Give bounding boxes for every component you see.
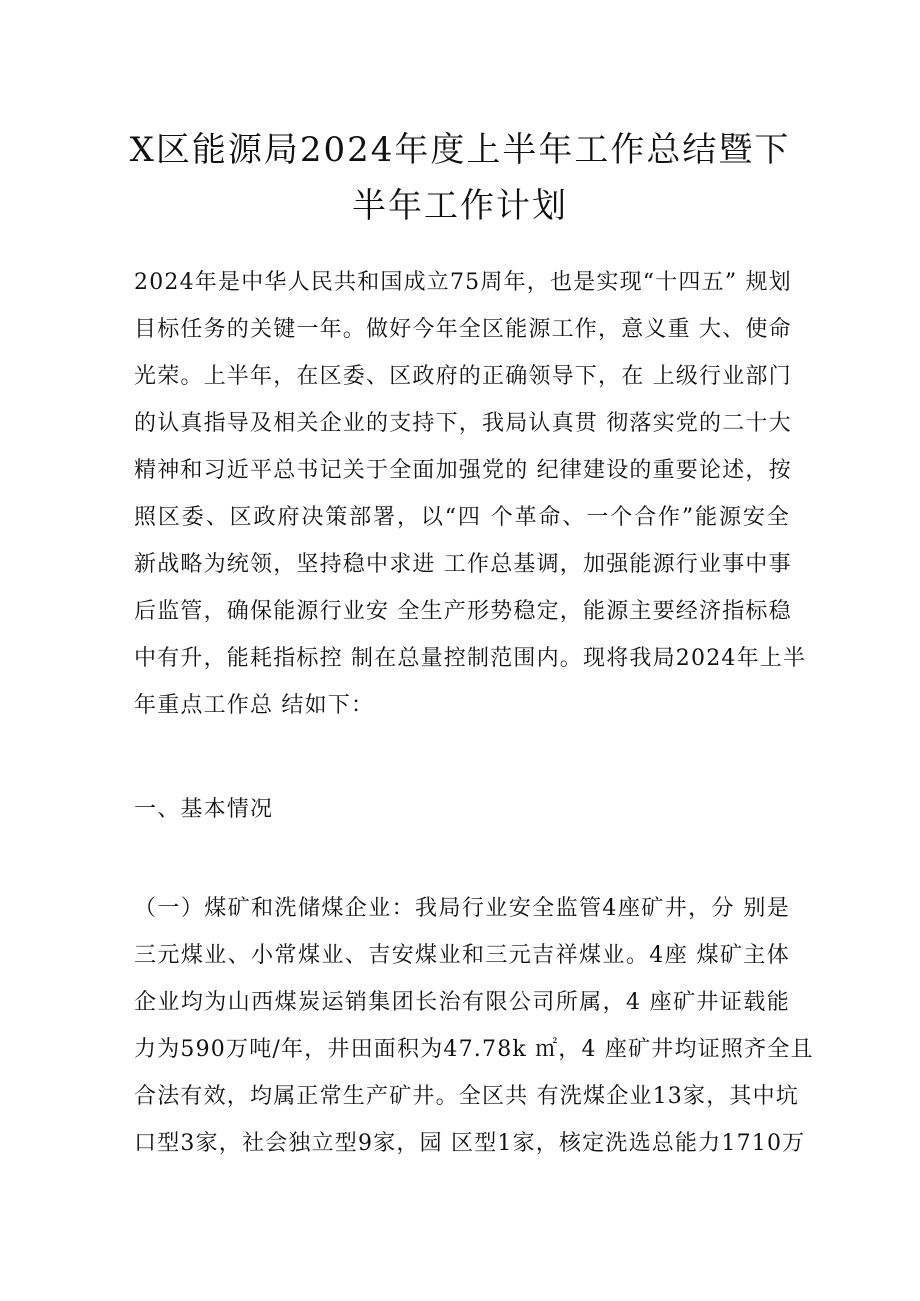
section-1-line: 三元煤业、小常煤业、吉安煤业和三元吉祥煤业。4座 煤矿主体	[134, 943, 790, 968]
section-1-line: 力为590万吨/年，井田面积为47.78k ㎡，4 座矿井均证照齐全且	[134, 1037, 814, 1062]
intro-line: 照区委、区政府决策部署，以“四 个革命、一个合作”能源安全	[134, 505, 790, 530]
section-1-line: 合法有效，均属正常生产矿井。全区共 有洗煤企业13家，其中坑	[134, 1084, 799, 1109]
document-title-line-2: 半年工作计划	[352, 186, 568, 226]
section-1-line: 口型3家，社会独立型9家，园 区型1家，核定洗选总能力1710万	[134, 1131, 806, 1156]
intro-line: 年重点工作总 结如下：	[134, 693, 375, 718]
intro-line: 新战略为统领，坚持稳中求进 工作总基调，加强能源行业事中事	[134, 552, 792, 577]
document-title-line-1: X区能源局2024年度上半年工作总结暨下	[129, 130, 791, 170]
intro-line: 中有升，能耗指标控 制在总量控制范围内。现将我局2024年上半	[134, 646, 807, 671]
intro-line: 光荣。上半年，在区委、区政府的正确领导下，在 上级行业部门	[134, 364, 792, 389]
intro-line: 2024年是中华人民共和国成立75周年，也是实现“十四五” 规划	[134, 270, 792, 295]
section-1-line: （一）煤矿和洗储煤企业：我局行业安全监管4座矿井，分 别是	[134, 896, 790, 921]
intro-line: 目标任务的关键一年。做好今年全区能源工作，意义重 大、使命	[134, 317, 792, 342]
intro-line: 的认真指导及相关企业的支持下，我局认真贯 彻落实党的二十大	[134, 411, 792, 436]
intro-line: 后监管，确保能源行业安 全生产形势稳定，能源主要经济指标稳	[134, 599, 792, 624]
section-heading: 一、基本情况	[134, 797, 274, 822]
section-1-line: 企业均为山西煤炭运销集团长治有限公司所属，4 座矿井证载能	[134, 990, 790, 1015]
intro-line: 精神和习近平总书记关于全面加强党的 纪律建设的重要论述，按	[134, 458, 792, 483]
